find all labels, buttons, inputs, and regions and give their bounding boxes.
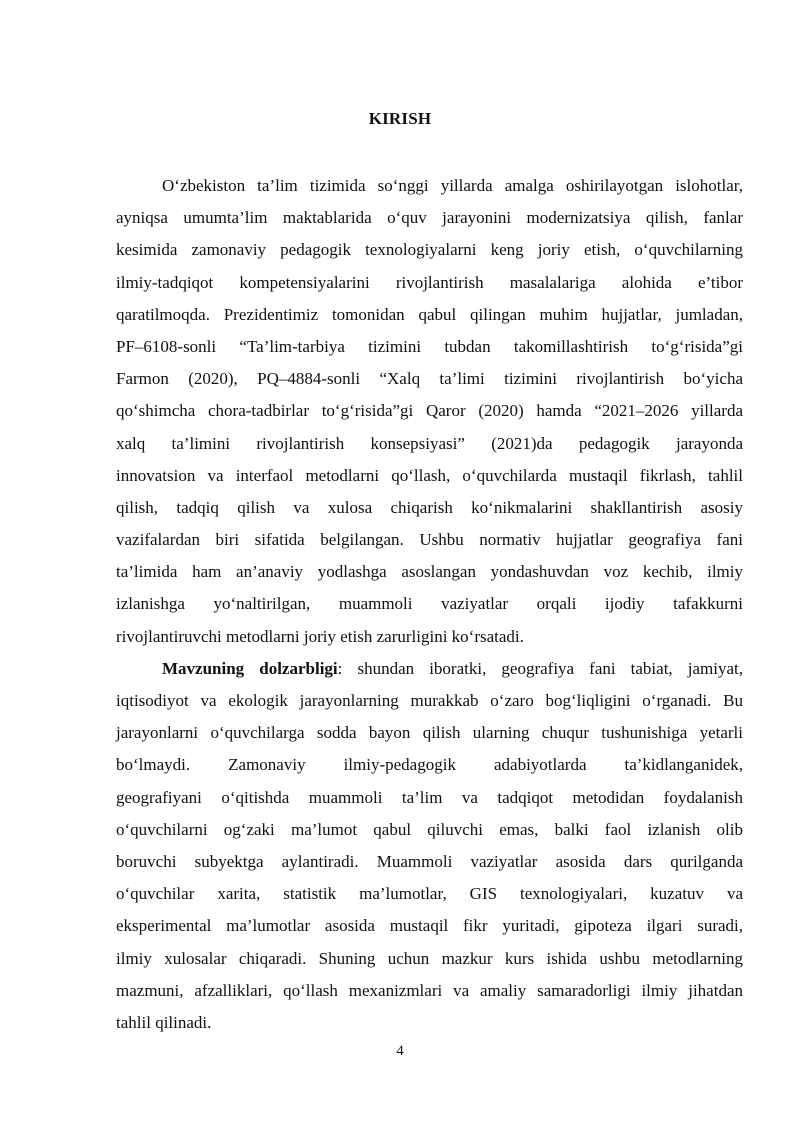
text-line: mazmuni, afzalliklari, qo‘llash mexanizmlari va amaliy samaradorligi ilmiy jihatdan	[116, 980, 743, 1000]
text-line: PF–6108-sonli “Ta’lim-tarbiya tizimini tubdan takomillashtirish to‘g‘risida”gi	[116, 336, 743, 356]
page-number: 4	[396, 1043, 404, 1059]
text-line: o‘quvchilarni og‘zaki ma’lumot qabul qiluvchi emas, balki faol izlanish olib	[116, 819, 743, 839]
text-line: O‘zbekiston ta’lim tizimida so‘nggi yillarda amalga oshirilayotgan islohotlar,	[162, 176, 743, 195]
text-line: o‘quvchilar xarita, statistik ma’lumotlar, GIS texnologiyalari, kuzatuv va	[116, 884, 743, 904]
text-line: xalq ta’limini rivojlantirish konsepsiyasi” (2021)da pedagogik jarayonda	[116, 433, 743, 453]
text-line: kesimida zamonaviy pedagogik texnologiyalarni keng joriy etish, o‘quvchilarning	[116, 240, 743, 260]
paragraph-relevance	[116, 653, 743, 1039]
text-line: qaratilmoqda. Prezidentimiz tomonidan qabul qilingan muhim hujjatlar, jumladan,	[116, 304, 743, 324]
paragraph-intro	[116, 170, 743, 653]
text-line: geografiyani o‘qitishda muammoli ta’lim va tadqiqot metodidan foydalanish	[116, 787, 743, 807]
text-line: ayniqsa umumta’lim maktablarida o‘quv jarayonini modernizatsiya qilish, fanlar	[116, 208, 743, 228]
text-line: ta’limida ham an’anaviy yodlashga asoslangan yondashuvdan voz kechib, ilmiy	[116, 562, 743, 582]
text-line: qilish, tadqiq qilish va xulosa chiqarish ko‘nikmalarini shakllantirish asosiy	[116, 497, 743, 517]
text-line: qo‘shimcha chora-tadbirlar to‘g‘risida”gi Qaror (2020) hamda “2021–2026 yillarda	[116, 401, 743, 421]
text-line: iqtisodiyot va ekologik jarayonlarning murakkab o‘zaro bog‘liqligini o‘rganadi. Bu	[116, 691, 743, 710]
text-line: izlanishga yo‘naltirilgan, muammoli vaziyatlar orqali ijodiy tafakkurni	[116, 594, 743, 614]
text-line: tahlil qilinadi.	[116, 1012, 212, 1032]
bold-term: Mavzuning dolzarbligi	[162, 658, 338, 678]
section-heading: KIRISH	[368, 109, 432, 128]
text-line: bo‘lmaydi. Zamonaviy ilmiy-pedagogik adabiyotlarda ta’kidlanganidek,	[116, 755, 743, 775]
text-line: innovatsion va interfaol metodlarni qo‘llash, o‘quvchilarda mustaqil fikrlash, tahlil	[116, 465, 743, 485]
text-run: : shundan iboratki, geografiya fani tabiat, jamiyat,	[337, 658, 743, 678]
body-text	[116, 170, 743, 1039]
text-line: rivojlantiruvchi metodlarni joriy etish zarurligini ko‘rsatadi.	[116, 626, 524, 646]
text-line: eksperimental ma’lumotlar asosida mustaqil fikr yuritadi, gipoteza ilgari suradi,	[116, 916, 743, 936]
text-line: vazifalardan biri sifatida belgilangan. Ushbu normativ hujjatlar geografiya fani	[116, 530, 743, 550]
text-line	[116, 653, 743, 685]
text-line: jarayonlarni o‘quvchilarga sodda bayon qilish ularning chuqur tushunishiga yetarli	[116, 723, 743, 743]
text-line: ilmiy-tadqiqot kompetensiyalarini rivojlantirish masalalariga alohida e’tibor	[116, 272, 743, 292]
text-line: Farmon (2020), PQ–4884-sonli “Xalq ta’limi tizimini rivojlantirish bo‘yicha	[116, 369, 743, 389]
text-line: boruvchi subyektga aylantiradi. Muammoli vaziyatlar asosida dars qurilganda	[116, 851, 743, 871]
text-line: ilmiy xulosalar chiqaradi. Shuning uchun mazkur kurs ishida ushbu metodlarning	[116, 948, 743, 968]
